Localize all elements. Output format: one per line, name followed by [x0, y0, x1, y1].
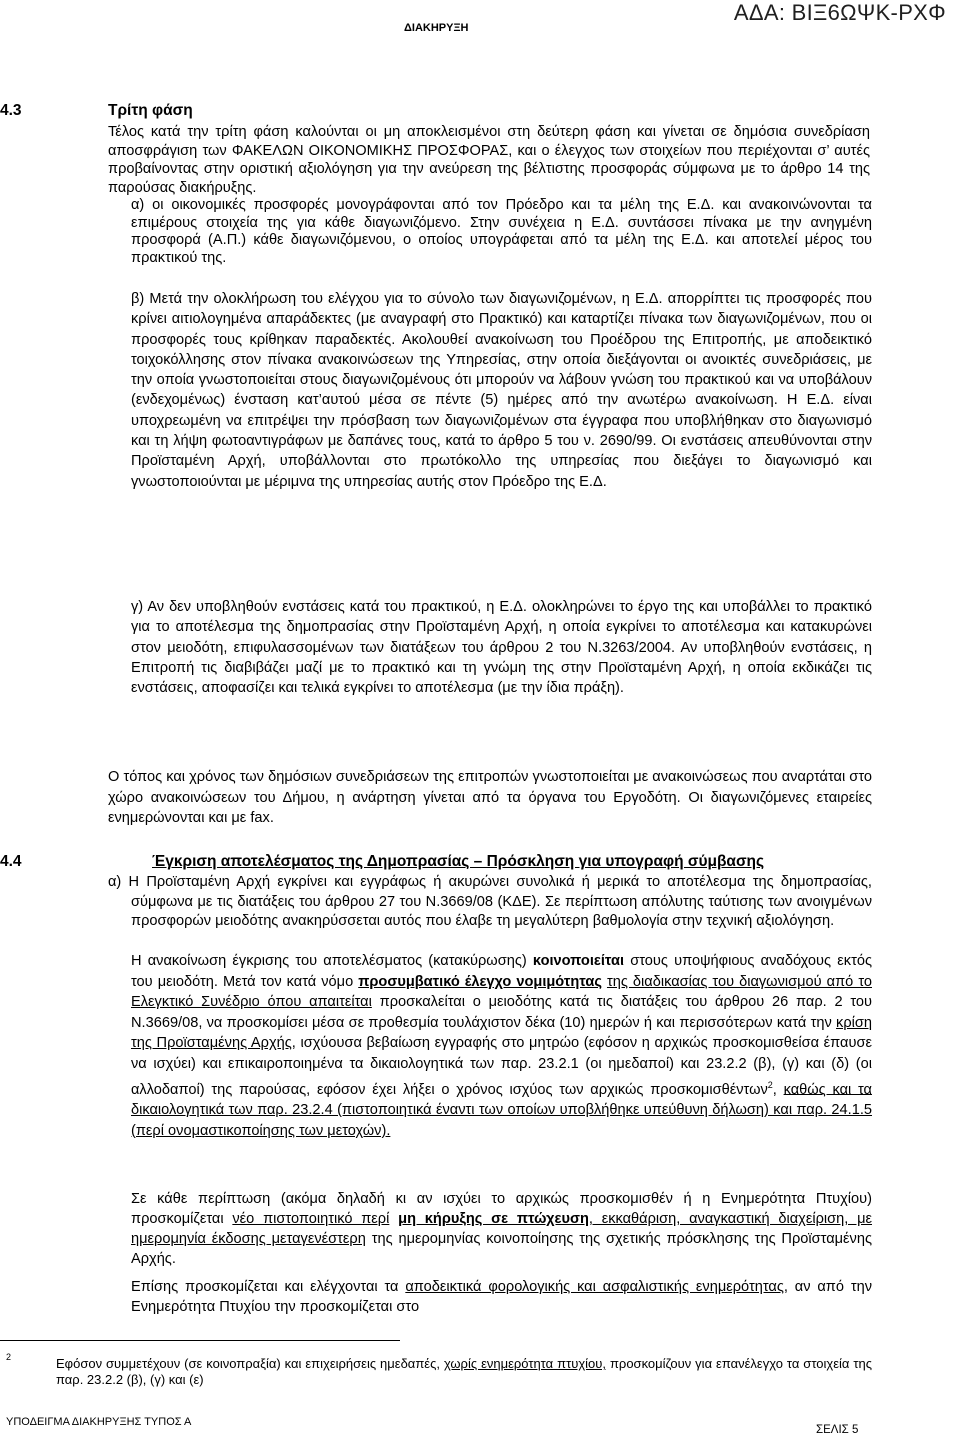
tax-clearance: αποδεικτικά φορολογικής και ασφαλιστικής ενημερότητας: [405, 1279, 784, 1295]
bankruptcy-text: [131, 1189, 872, 1269]
tax-text: [131, 1277, 872, 1317]
section-title-4-3: Τρίτη φάση: [108, 102, 193, 119]
section-number-4-3: 4.3: [0, 102, 22, 119]
notification-part-c: στους υποψήφιους αναδόχους εκτός του μειοδότη. Μετά τον κατά νόμο: [131, 953, 872, 990]
footnote-ref: 2: [767, 1079, 773, 1090]
item-c-paragraph: [131, 597, 872, 698]
item-b-text: β) Μετά την ολοκλήρωση του ελέγχου για το σύνολο των διαγωνιζομένων, η Ε.Δ. απορρίπτει τις προσφορές που κρίνει αιτιολογημένα απαράδεκτες (με αναγραφή στο Πρακτικό) και καταρτίζει πίνακα των διαγωνιζομένων, που οι προσφορές τους κρίθηκαν παραδεκτές. Ακολουθεί ανακοίνωση του Προέδρου της Επιτροπής, με αποδεικτικό τοιχοκόλλησης στον πίνακα ανακοινώσεων της Υπηρεσίας, στην οποία διεξάγονται οι ανοικτές συνεδριάσεις, με την οποία γνωστοποιείται στους διαγωνιζομένους ότι μπορούν να λάβουν γνώση του πρακτικού και να υποβάλουν (ενδεχομένως) ένσταση κατ’αυτού μέσα σε πέντε (5) ημέρες από την ανωτέρω ανακοίνωση. Η Ε.Δ. είναι υποχρεωμένη να επιτρέψει την πρόσβαση των διαγωνιζομένων στα έγγραφα που υποβλήθηκαν στο διαγωνισμό και τη λήψη φωτοαντιγράφων με δαπάνες τους, κατά το άρθρο 5 του ν. 2690/99. Οι ενστάσεις απευθύνονται στην Προϊσταμένη Αρχή, υποβάλλονται στο πρωτόκολλο της υπηρεσίας που διεξάγει το διαγωνισμό και γνωστοποιούνται με μέριμνα της υπηρεσίας αυτής στον Πρόεδρο της Ε.Δ.: [131, 291, 872, 490]
notification-part-i: ,: [772, 1081, 784, 1098]
tax-part-c: , αν από την Ενημερότητα Πτυχίου την προσκομίζεται στο: [131, 1279, 872, 1315]
section-4-3-body: [108, 123, 870, 197]
footnote-separator: [0, 1340, 400, 1341]
bankruptcy-non-declaration: μη κήρυξης σε πτώχευση: [398, 1211, 589, 1227]
notification-text: [131, 951, 872, 1141]
notification-part-h: , ισχύουσα βεβαίωση εγγραφής στο μητρώο (εφόσον η αρχικώς προσκομισθείσα έπαυσε να ισχύει) και επικαιροποιημένα τα δικαιολογητικά των παρ. 23.2.1 (οι ημεδαποί) και 23.2.2 (β), (γ) και (δ) (οι αλλοδαποί) της παρούσας, εφόσον έχει λήξει ο χρόνος ισχύος των αρχικώς προσκομισθέντων: [131, 1035, 872, 1098]
footnote-mark: 2: [6, 1352, 12, 1362]
intro-paragraph: Τέλος κατά την τρίτη φάση καλούνται οι μη αποκλεισμένοι στη δεύτερη φάση και γίνεται σε δημόσια συνεδρίαση αποσφράγιση των ΦΑΚΕΛΩΝ ΟΙΚΟΝΟΜΙΚΗΣ ΠΡΟΣΦΟΡΑΣ, και ο έλεγχος των στοιχείων που περιέχονται σ’ αυτές προβαίνοντας στην οριστική αξιολόγηση για την ανεύρεση της βέλτιστης προσφοράς σύμφωνα με το άρθρο 14 της παρούσας διακήρυξης.: [108, 124, 870, 196]
item-c-text: γ) Αν δεν υποβληθούν ενστάσεις κατά του πρακτικού, η Ε.Δ. ολοκληρώνει το έργο της και υποβάλλει το πρακτικό για το αποτέλεσμα της δημοπρασίας στην Προϊσταμένη Αρχή, η οποία εγκρίνει το αποτέλεσμα και κατακυρώνει στον μειοδότη, επιφυλασσομένων των διατάξεων του άρθρου 2 του Ν.3263/2004. Αν υποβληθούν ενστάσεις, η Επιτροπή τις διαβιβάζει μαζί με το πρακτικό και τη γνώμη της στην Προϊσταμένη Αρχή, η οποία εκδικάζει τις ενστάσεις, αποφασίζει και τελικά εγκρίνει το αποτέλεσμα (με την ίδια πράξη).: [131, 599, 872, 697]
footnote-no-certificate: χωρίς ενημερότητα πτυχίου,: [443, 1356, 606, 1371]
notification-legality-check: προσυμβατικό έλεγχο νομιμότητας: [358, 973, 602, 990]
place-text: Ο τόπος και χρόνος των δημόσιων συνεδριάσεων της επιτροπών γνωστοποιείται με ανακοινώσεως που αναρτάται στο χώρο ανακοινώσεων του Δήμου, η ανάρτηση γίνεται από τα όργανα του Εργοδότη. Οι διαγωνιζόμενες εταιρείες ενημερώνονται και με fax.: [108, 769, 872, 826]
notification-authority-judgement: κρίση της Προϊσταμένης Αρχής: [131, 1014, 872, 1052]
section-4-4-item-a: [108, 873, 872, 932]
place-paragraph: [108, 767, 872, 829]
footnote-part-a: Εφόσον συμμετέχουν (σε κοινοπραξία) και επιχειρήσεις ημεδαπές,: [56, 1356, 440, 1371]
section-4-4-notification: [131, 951, 872, 1141]
item-b-paragraph: [131, 289, 872, 492]
header-doc-type: ΔΙΑΚΗΡΥΞΗ: [404, 22, 469, 34]
item-a-text: α) οι οικονομικές προσφορές μονογράφονται από τον Πρόεδρο και τα μέλη της Ε.Δ. και ανακοινώνονται τα επιμέρους στοιχεία της για κάθε διαγωνιζόμενο. Στην συνέχεια η Ε.Δ. συντάσσει πίνακα με την ανηγμένη προσφορά (Α.Π.) κάθε διαγωνιζόμενου, ο οποίος υπογράφεται από τα μέλη της Ε.Δ. και αποτελεί μέρος του πρακτικού της.: [131, 197, 872, 266]
notification-notified: κοινοποιείται: [532, 953, 625, 969]
section-4-4-bankruptcy: [131, 1189, 872, 1269]
section-title-4-4: Έγκριση αποτελέσματος της Δημοπρασίας – Πρόσκληση για υπογραφή σύμβασης: [152, 853, 765, 870]
bankruptcy-part-a: Σε κάθε περίπτωση (ακόμα δηλαδή κι αν ισχύει το αρχικώς προσκομισθέν ή η Ενημερότητα Πτυχίου) προσκομίζεται: [131, 1191, 872, 1227]
footnote-text: [56, 1356, 872, 1388]
notification-part-f: προσκαλείται ο μειοδότης κατά τις διατάξεις του άρθρου 26 παρ. 2 του Ν.3669/08, να προσκομίσει μέσα σε προθεσμία τουλάχιστον δέκα (10) ημερών ή και περισσότερων κατά την: [131, 994, 872, 1031]
item-a-approval-text: α) Η Προϊσταμένη Αρχή εγκρίνει και εγγράφως ή ακυρώνει συνολικά ή μερικά το αποτέλεσμα της δημοπρασίας, σύμφωνα με τις διατάξεις του άρθρου 27 του Ν.3669/08 (ΚΔΕ). Σε περίπτωση απόλυτης ταύτισης των ανοιγμένων προσφορών μειοδότης ανακηρύσσεται αυτός που έλαβε τη μεγαλύτερη βαθμολογία στην τεχνική αξιολόγηση.: [108, 874, 872, 929]
footer-page-number: ΣΕΛΙΣ 5: [816, 1424, 859, 1436]
item-a-paragraph: [131, 197, 872, 267]
footnote-part-c: προσκομίζουν για επανέλεγχο τα στοιχεία της παρ. 23.2.2 (β), (γ) και (ε): [56, 1356, 872, 1387]
bankruptcy-new-certificate: νέο πιστοποιητικό περί: [232, 1211, 390, 1227]
section-4-4-tax: [131, 1277, 872, 1317]
notification-part-a: Η ανακοίνωση έγκρισης του αποτελέσματος (κατακύρωσης): [131, 953, 527, 969]
header-ada-code: ΑΔΑ: ΒΙΞ6ΩΨΚ-ΡΧΦ: [733, 0, 946, 25]
bankruptcy-part-e: της ημερομηνίας κοινοποίησης της σχετικής πρόσκλησης της Προϊσταμένης Αρχής.: [131, 1231, 872, 1267]
notification-part-j: καθώς και τα δικαιολογητικά των παρ. 23.2.4 (πιστοποιητικά έναντι των οποίων υποβλήθηκε υπεύθυνη δήλωση) και παρ. 24.1.5 (περί ονομαστικοποίησης των μετοχών).: [131, 1081, 872, 1139]
section-number-4-4: 4.4: [0, 853, 22, 870]
tax-part-a: Επίσης προσκομίζεται και ελέγχονται τα: [131, 1279, 399, 1295]
notification-part-e: της διαδικασίας του διαγωνισμού από το Ελεγκτικό Συνέδριο όπου απαιτείται: [131, 973, 872, 1011]
footer-template-name: ΥΠΟΔΕΙΓΜΑ ΔΙΑΚΗΡΥΞΗΣ ΤΥΠΟΣ Α: [6, 1416, 192, 1428]
bankruptcy-part-d: , εκκαθάριση, αναγκαστική διαχείριση, με ημερομηνία έκδοσης μεταγενέστερη: [131, 1211, 872, 1247]
